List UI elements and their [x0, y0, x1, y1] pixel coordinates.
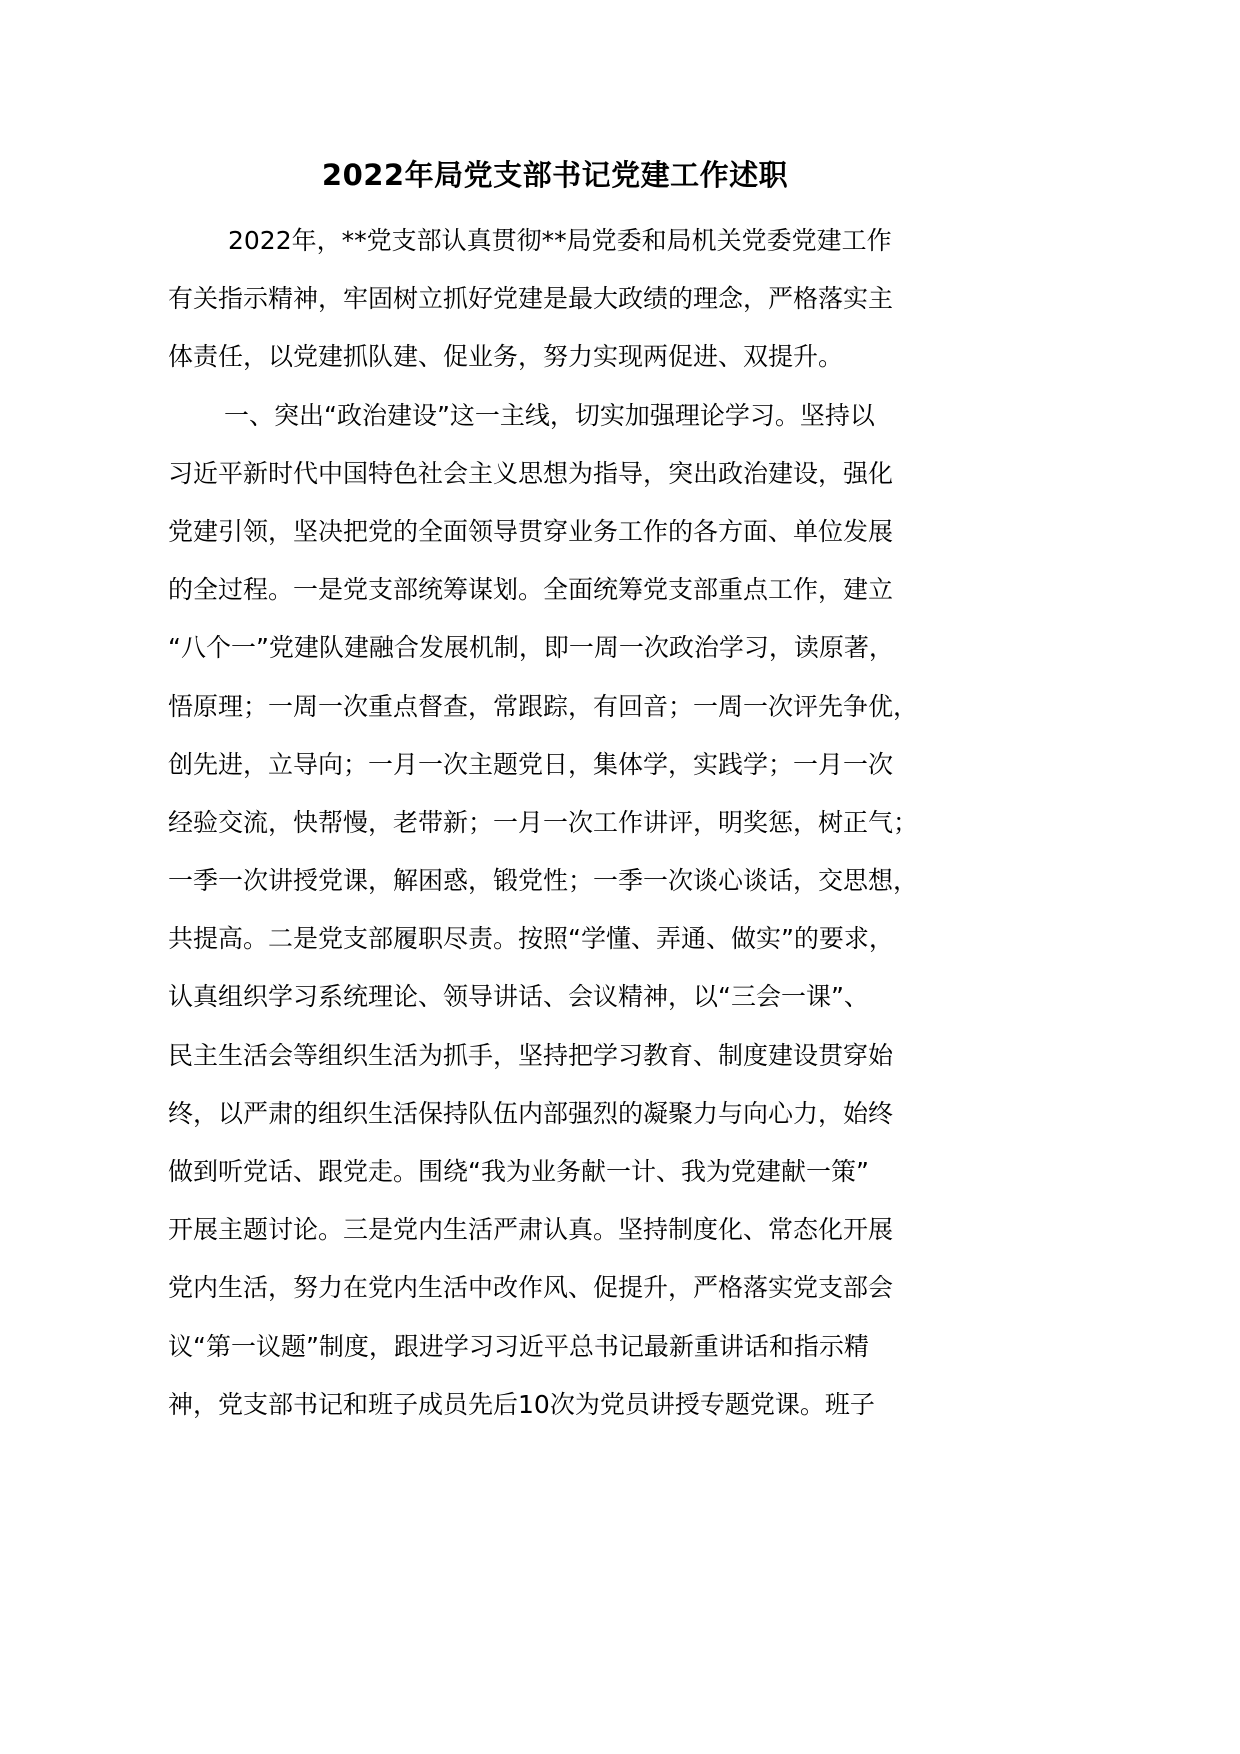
paragraph-line: “八个一”党建队建融合发展机制，即一周一次政治学习，读原著， [168, 633, 894, 663]
paragraph-line: 做到听党话、跟党走。围绕“我为业务献一计、我为党建献一策” [168, 1157, 869, 1186]
document-body [168, 212, 948, 1434]
paragraph-line: 议“第一议题”制度，跟进学习习近平总书记最新重讲话和指示精 [168, 1331, 869, 1361]
paragraph-line: 党内生活，努力在党内生活中改作风、促提升，严格落实党支部会 [168, 1273, 894, 1303]
paragraph-line: 2022年，**党支部认真贯彻**局党委和局机关党委党建工作 [228, 226, 892, 255]
paragraph-line: 的全过程。一是党支部统筹谋划。全面统筹党支部重点工作，建立 [168, 575, 894, 605]
paragraph-line: 党建引领，坚决把党的全面领导贯穿业务工作的各方面、单位发展 [168, 516, 894, 546]
paragraph-line: 一季一次讲授党课，解困惑，锻党性；一季一次谈心谈话，交思想， [168, 866, 919, 896]
paragraph-line: 开展主题讨论。三是党内生活严肃认真。坚持制度化、常态化开展 [168, 1215, 894, 1245]
paragraph-line: 一、突出“政治建设”这一主线，切实加强理论学习。坚持以 [224, 400, 875, 430]
paragraph-line: 悟原理；一周一次重点督查，常跟踪，有回音；一周一次评先争优， [168, 691, 919, 721]
paragraph-line: 经验交流，快帮慢，老带新；一月一次工作讲评，明奖惩，树正气； [168, 807, 919, 837]
paragraph-line: 体责任，以党建抓队建、促业务，努力实现两促进、双提升。 [168, 342, 844, 372]
paragraph-line: 有关指示精神，牢固树立抓好党建是最大政绩的理念，严格落实主 [168, 284, 894, 314]
paragraph-line: 民主生活会等组织生活为抓手，坚持把学习教育、制度建设贯穿始 [168, 1040, 894, 1070]
document-title: 2022年局党支部书记党建工作述职 [321, 158, 789, 192]
paragraph-line: 创先进，立导向；一月一次主题党日，集体学，实践学；一月一次 [168, 749, 894, 779]
paragraph-line: 终，以严肃的组织生活保持队伍内部强烈的凝聚力与向心力，始终 [168, 1098, 894, 1128]
paragraph-line: 共提高。二是党支部履职尽责。按照“学懂、弄通、做实”的要求， [168, 924, 894, 954]
paragraph-line: 认真组织学习系统理论、领导讲话、会议精神，以“三会一课”、 [168, 982, 869, 1012]
paragraph-line: 神，党支部书记和班子成员先后10次为党员讲授专题党课。班子 [168, 1389, 875, 1419]
paragraph-line: 习近平新时代中国特色社会主义思想为指导，突出政治建设，强化 [168, 458, 894, 488]
